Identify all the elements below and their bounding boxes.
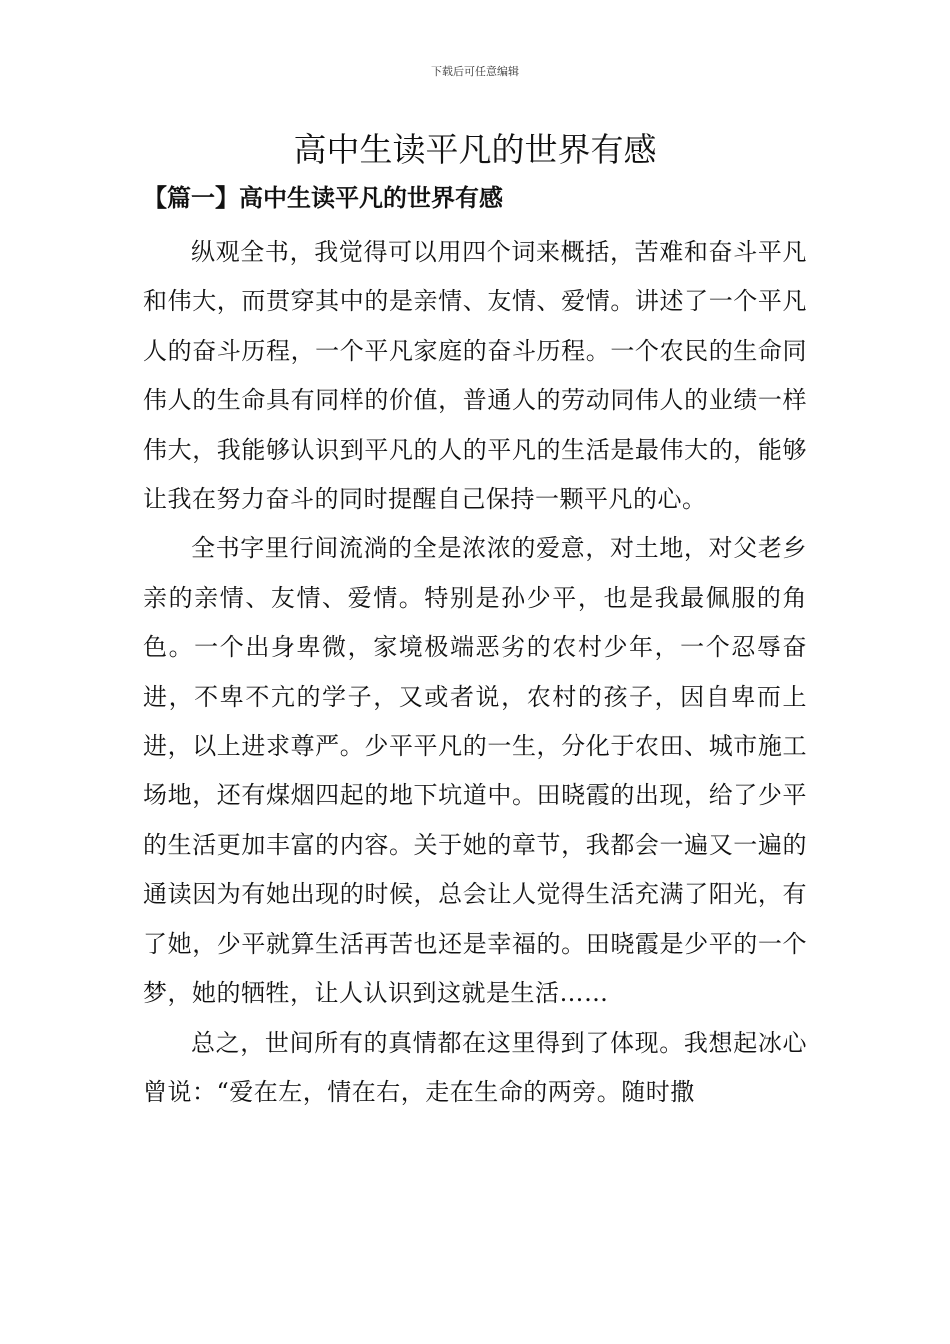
section-heading: 【篇一】高中生读平凡的世界有感 <box>143 183 503 212</box>
paragraph-3: 总之，世间所有的真情都在这里得到了体现。我想起冰心曾说：“爱在左，情在右，走在生命的两旁。随时撒 <box>143 1028 807 1106</box>
paragraph-1: 纵观全书，我觉得可以用四个词来概括，苦难和奋斗平凡和伟大，而贯穿其中的是亲情、友情、爱情。讲述了一个平凡人的奋斗历程，一个平凡家庭的奋斗历程。一个农民的生命同伟人的生命具有同样的价值，普通人的劳动同伟人的业绩一样伟大，我能够认识到平凡的人的平凡的生活是最伟大的，能够让我在努力奋斗的同时提醒自己保持一颗平凡的心。 <box>143 238 807 514</box>
header-note: 下载后可任意编辑 <box>431 65 519 78</box>
document-title: 高中生读平凡的世界有感 <box>293 130 657 169</box>
paragraph-2: 全书字里行间流淌的全是浓浓的爱意，对土地，对父老乡亲的亲情、友情、爱情。特别是孙少平，也是我最佩服的角色。一个出身卑微，家境极端恶劣的农村少年，一个忍辱奋进，不卑不亢的学子，又或者说，农村的孩子，因自卑而上进，以上进求尊严。少平平凡的一生，分化于农田、城市施工场地，还有煤烟四起的地下坑道中。田晓霞的出现，给了少平的生活更加丰富的内容。关于她的章节，我都会一遍又一遍的通读因为有她出现的时候，总会让人觉得生活充满了阳光，有了她，少平就算生活再苦也还是幸福的。田晓霞是少平的一个梦，她的牺牲，让人认识到这就是生活…… <box>143 534 807 1008</box>
document-body <box>143 228 807 1117</box>
